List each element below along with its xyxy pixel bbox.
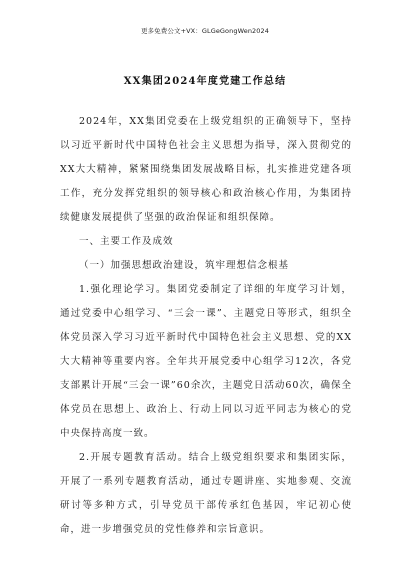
item-2-paragraph: 2.开展专题教育活动。结合上级党组织要求和集团实际，开展了一系列专题教育活动，通过专题讲座、实地参观、交流研讨等多种方式，引导党员干部传承红色基因，牢记初心使命，进一步增强党员的党性修养和宗旨意识。 bbox=[60, 452, 352, 535]
subsection-heading: （一）加强思想政治建设，筑牢理想信念根基 bbox=[79, 260, 290, 271]
item-1-paragraph: 1.强化理论学习。集团党委制定了详细的年度学习计划，通过党委中心组学习、“三会一课”、主题党日等形式，组织全体党员深入学习习近平新时代中国特色社会主义思想、党的XX大大精神等重要内容。全年共开展党委中心组学习12次，各党支部累计开展“三会一课”60余次，主题党日活动60次，确保全体党员在思想上、政治上、行动上同以习近平同志为核心的党中央保持高度一致。 bbox=[60, 284, 352, 439]
document-title: XX集团2024年度党建工作总结 bbox=[123, 76, 287, 87]
header-note: 更多免费公文+VX：GLGeGongWen2024 bbox=[140, 27, 269, 35]
section-heading: 一、主要工作及成效 bbox=[79, 236, 174, 247]
intro-paragraph: 2024年，XX集团党委在上级党组织的正确领导下，坚持以习近平新时代中国特色社会主义思想为指导，深入贯彻党的XX大大精神，紧紧围绕集团发展战略目标，扎实推进党建各项工作，充分发挥党组织的领导核心和政治核心作用，为集团持续健康发展提供了坚强的政治保证和组织保障。 bbox=[60, 116, 352, 223]
